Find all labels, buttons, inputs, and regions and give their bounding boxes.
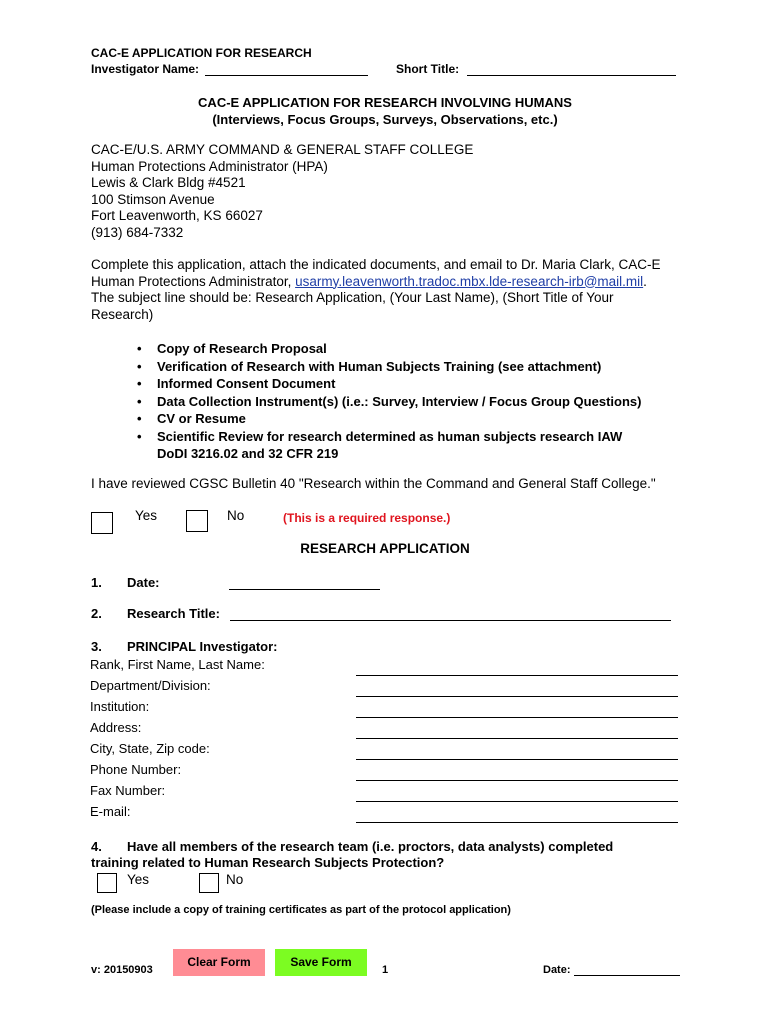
address-line: Fort Leavenworth, KS 66027: [91, 208, 263, 223]
q4-number: 4.: [91, 839, 102, 854]
instructions-line: [91, 274, 691, 291]
training-note: (Please include a copy of training certificates as part of the protocol application): [91, 904, 511, 916]
field-label-email: E-mail:: [90, 804, 131, 819]
address-line: Lewis & Clark Bldg #4521: [91, 175, 246, 190]
institution-field[interactable]: [356, 717, 678, 718]
list-item: [137, 393, 697, 411]
name-field[interactable]: [356, 675, 678, 676]
list-item: [137, 340, 697, 358]
hpa-email-link[interactable]: usarmy.leavenworth.tradoc.mbx.lde-research-irb@mail.mil: [295, 273, 644, 289]
save-form-button[interactable]: Save Form: [275, 949, 367, 976]
city-state-zip-field[interactable]: [356, 759, 678, 760]
list-item-text: Informed Consent Document: [157, 376, 336, 391]
q2-title-label: Research Title:: [127, 606, 220, 621]
bullet: •: [137, 411, 142, 426]
fax-field[interactable]: [356, 801, 678, 802]
list-item-text: Verification of Research with Human Subjects Training (see attachment): [157, 358, 602, 374]
training-yes-checkbox[interactable]: [97, 873, 117, 893]
address-line: Human Protections Administrator (HPA): [91, 158, 328, 174]
short-title-field[interactable]: [467, 75, 676, 76]
list-item-text: Data Collection Instrument(s) (i.e.: Survey, Interview / Focus Group Questions): [157, 393, 642, 409]
list-item-text: Scientific Review for research determined as human subjects research IAW: [157, 428, 623, 444]
bulletin-statement: I have reviewed CGSC Bulletin 40 "Research within the Command and General Staff College.": [91, 476, 656, 491]
training-yes-label: Yes: [127, 872, 150, 887]
field-label-department: Department/Division:: [90, 678, 211, 693]
footer-date-field[interactable]: [574, 975, 680, 976]
field-label-fax: Fax Number:: [90, 783, 166, 798]
q2-title-field[interactable]: [230, 620, 671, 621]
address-line: (913) 684-7332: [91, 224, 184, 240]
address-line: 100 Stimson Avenue: [91, 191, 215, 207]
field-label-name: Rank, First Name, Last Name:: [90, 657, 265, 672]
list-item: [137, 428, 697, 463]
field-label-city-state-zip: City, State, Zip code:: [90, 741, 210, 756]
bullet: •: [137, 341, 142, 356]
email-field[interactable]: [356, 822, 678, 823]
reviewed-no-label: No: [227, 508, 245, 523]
instructions-text: Human Protections Administrator,: [91, 273, 296, 289]
address-field[interactable]: [356, 738, 678, 739]
reviewed-no-checkbox[interactable]: [186, 510, 208, 532]
sub-heading: (Interviews, Focus Groups, Surveys, Observations, etc.): [212, 112, 558, 127]
list-item: [137, 358, 697, 376]
main-heading: CAC-E APPLICATION FOR RESEARCH INVOLVING HUMANS: [198, 95, 572, 110]
list-item-text: DoDI 3216.02 and 32 CFR 219: [157, 446, 339, 461]
address-line: CAC-E/U.S. ARMY COMMAND & GENERAL STAFF COLLEGE: [91, 142, 474, 157]
bullet: •: [137, 428, 142, 444]
department-field[interactable]: [356, 696, 678, 697]
reviewed-yes-label: Yes: [135, 508, 158, 523]
version-label: v: 20150903: [91, 964, 153, 976]
list-item: [137, 410, 697, 428]
field-label-address: Address:: [90, 720, 142, 735]
instructions-text: .: [643, 273, 647, 289]
q2-number: 2.: [91, 606, 102, 621]
short-title-label: Short Title:: [396, 62, 460, 76]
investigator-name-label: Investigator Name:: [91, 62, 200, 76]
q4-question-line2: training related to Human Research Subjects Protection?: [91, 855, 445, 870]
field-label-institution: Institution:: [90, 699, 150, 714]
bullet: •: [137, 393, 142, 409]
training-no-checkbox[interactable]: [199, 873, 219, 893]
q4-question-line1: Have all members of the research team (i.e. proctors, data analysts) completed: [127, 839, 614, 854]
required-response-note: (This is a required response.): [283, 511, 451, 525]
list-item-text: Copy of Research Proposal: [157, 341, 327, 356]
instructions: [91, 257, 691, 323]
list-item: [137, 375, 697, 393]
investigator-name-field[interactable]: [205, 75, 368, 76]
hpa-address: [91, 142, 473, 241]
list-item-text: CV or Resume: [157, 411, 246, 426]
q1-date-label: Date:: [127, 575, 160, 590]
instructions-line: The subject line should be: Research Application, (Your Last Name), (Short Title of Your: [91, 290, 614, 305]
instructions-line: Research): [91, 306, 154, 322]
footer-date-label: Date:: [543, 964, 571, 976]
q3-label: PRINCIPAL Investigator:: [127, 639, 278, 654]
instructions-line: Complete this application, attach the indicated documents, and email to Dr. Maria Clark, CAC-E: [91, 257, 661, 272]
section-title: RESEARCH APPLICATION: [300, 541, 470, 556]
field-label-phone: Phone Number:: [90, 762, 182, 777]
training-no-label: No: [226, 872, 244, 887]
reviewed-yes-checkbox[interactable]: [91, 512, 113, 534]
page-number: 1: [382, 964, 389, 976]
clear-form-button[interactable]: Clear Form: [173, 949, 265, 976]
q1-date-field[interactable]: [229, 589, 380, 590]
q1-number: 1.: [91, 575, 102, 590]
bullet: •: [137, 358, 142, 374]
q3-number: 3.: [91, 639, 102, 654]
phone-field[interactable]: [356, 780, 678, 781]
header-title: CAC-E APPLICATION FOR RESEARCH: [91, 46, 312, 60]
bullet: •: [137, 376, 142, 391]
required-documents-list: [137, 340, 697, 463]
